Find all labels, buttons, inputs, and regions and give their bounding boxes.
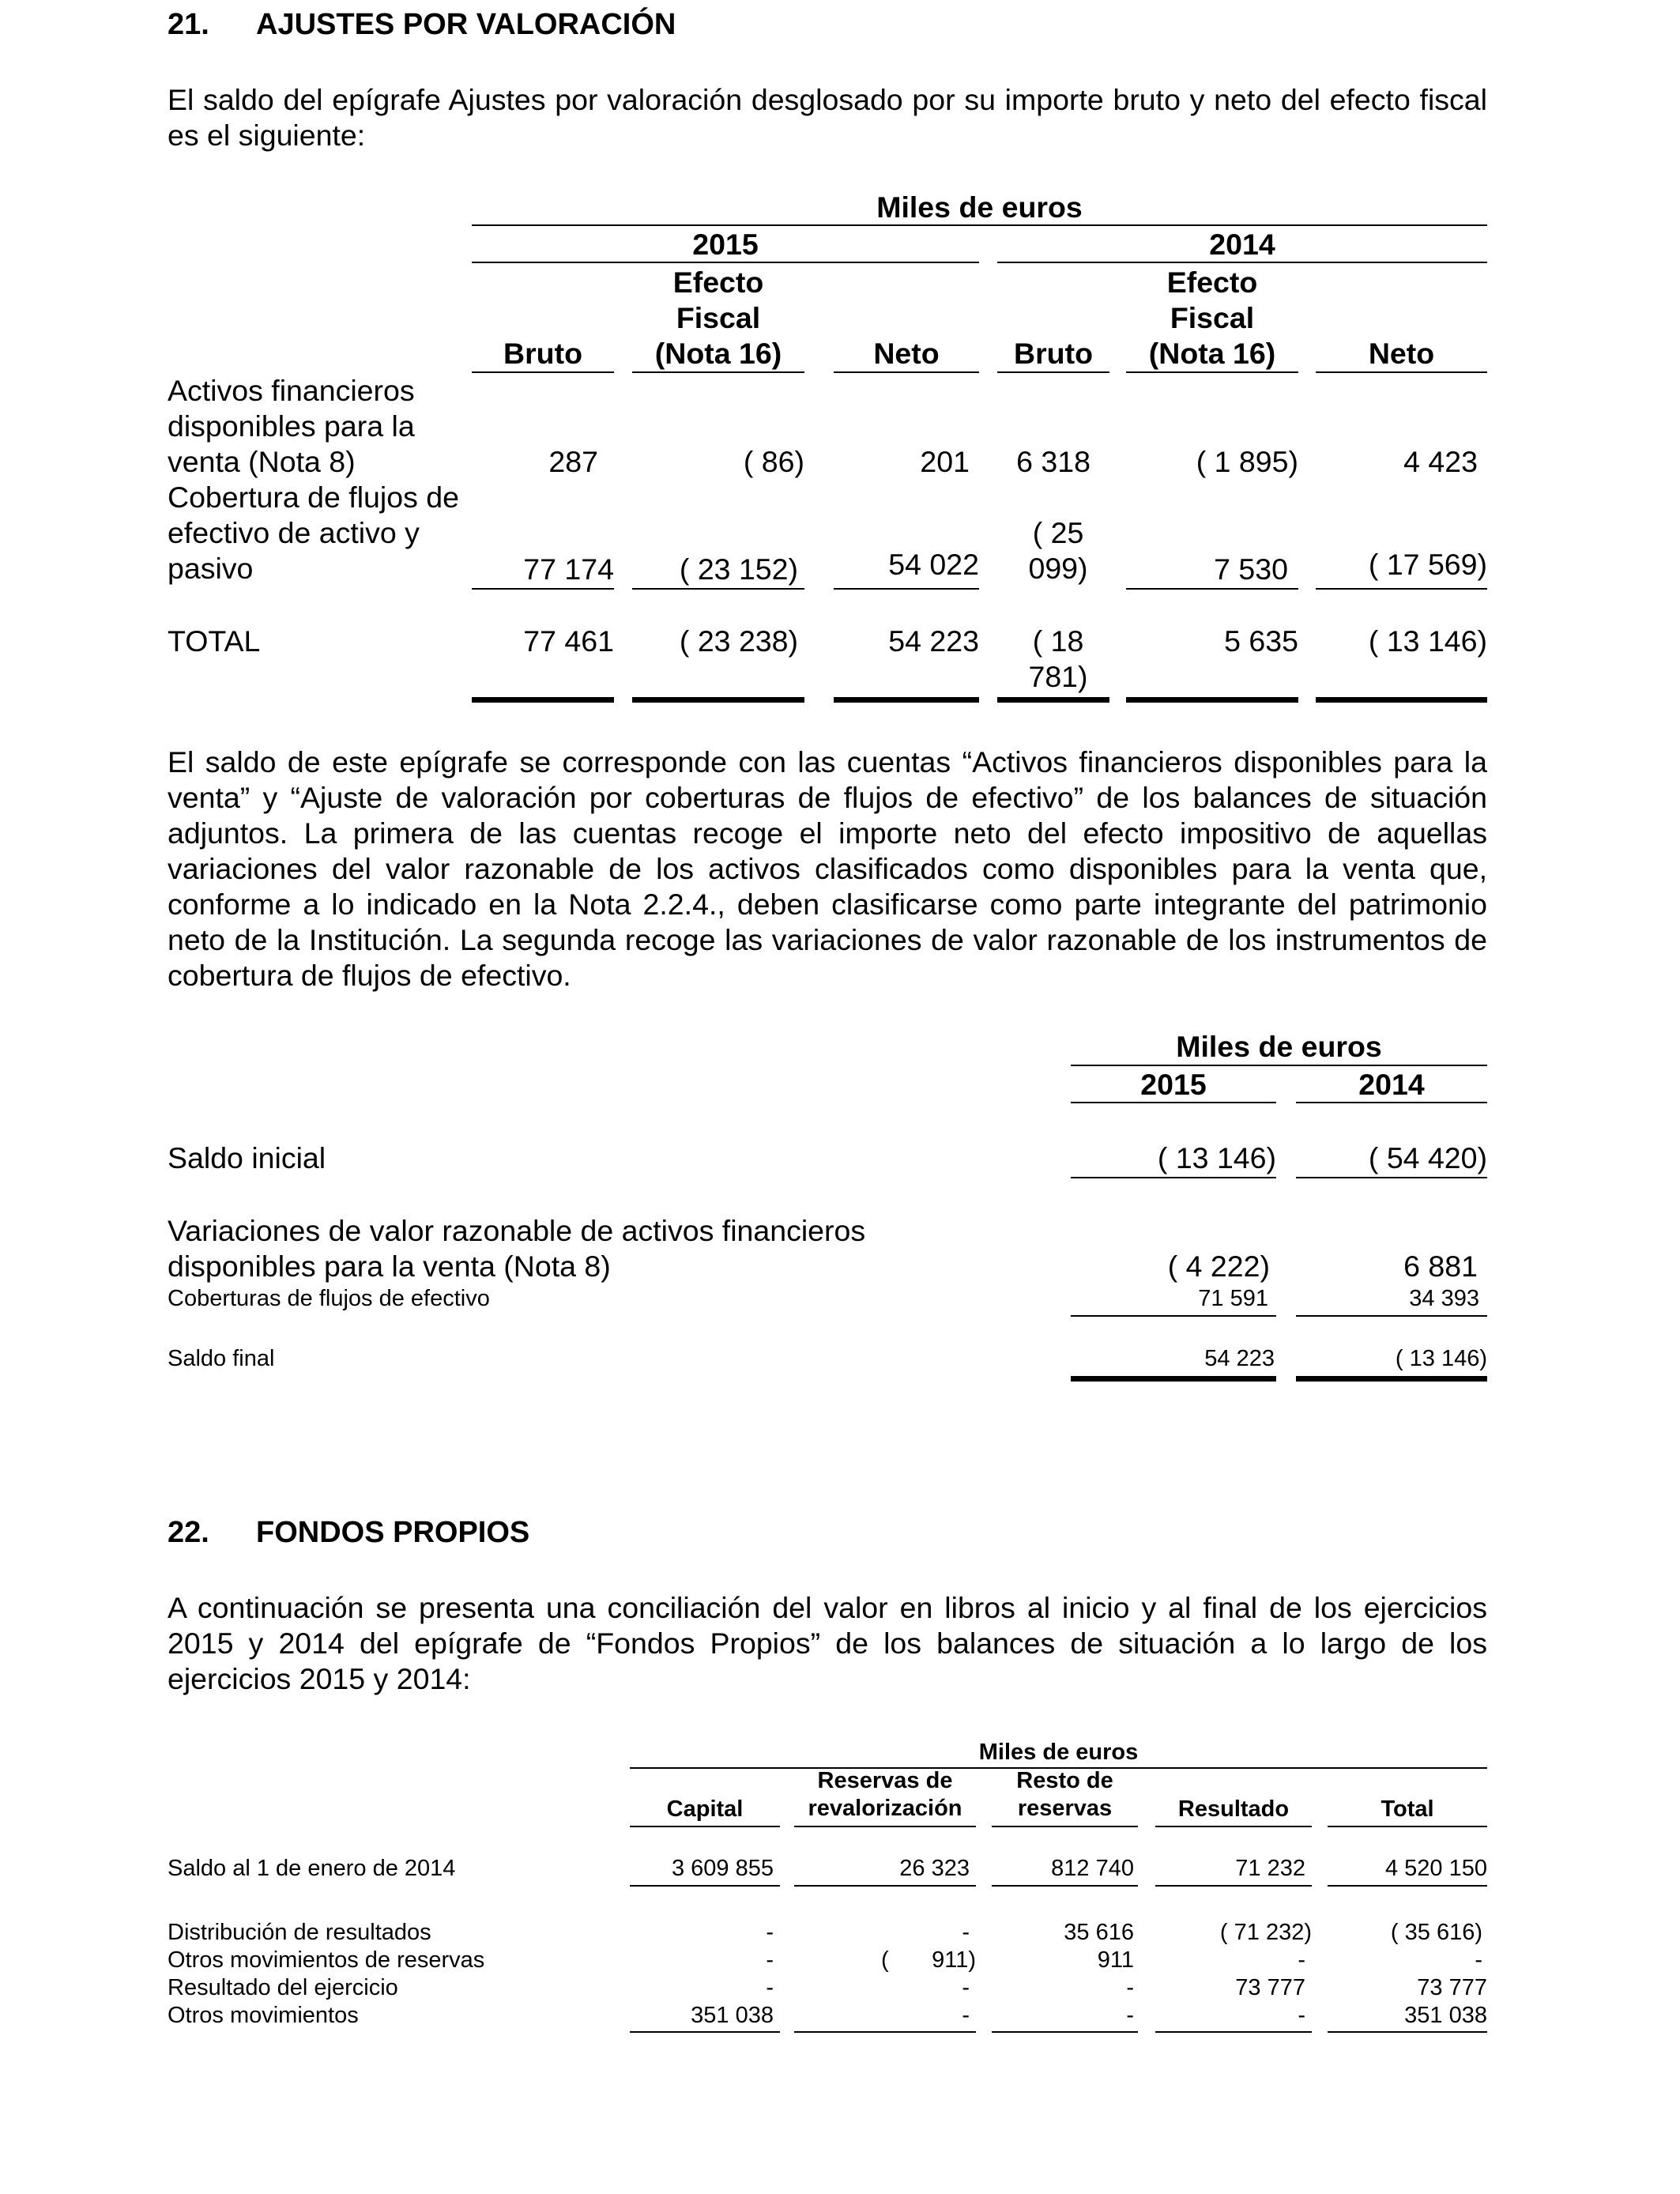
section-22-heading	[168, 1516, 800, 1555]
cell-value: 34 393	[1409, 1286, 1479, 1311]
cell-value-paren: (	[881, 1947, 889, 1973]
row-label: Resultado del ejercicio	[168, 1975, 398, 2000]
cell-value: -	[1126, 1975, 1134, 2000]
cell-value: -	[1298, 1947, 1305, 1973]
col-reservas-revalorizacion: Reservas de revalorización	[808, 1768, 962, 1821]
row-label: Otros movimientos	[168, 2003, 359, 2028]
cell-value: ( 13 146)	[1157, 1141, 1276, 1174]
cell-value: 54 223	[1204, 1346, 1275, 1371]
cell-value: ( 17 569)	[1368, 548, 1487, 581]
cell-value: 6 881	[1403, 1250, 1478, 1283]
cell-value: 3 609 855	[671, 1856, 774, 1881]
col-bruto-2014: Bruto	[1014, 337, 1093, 370]
section-21-explanation: El saldo de este epígrafe se corresponde con las cuentas “Activos financieros disponibles para la venta” y “Ajuste de valoración por coberturas de flujos de efectivo” de los balances de situación adjuntos. La primera de las cuentas recoge el importe neto del efecto impositivo de aquellas variaciones del valor razonable de los activos clasificados como disponibles para la venta que, conforme a lo indicado en la Nota 2.2.4., deben clasificarse como parte integrante del patrimonio neto de la Institución. La segunda recoge las variaciones de valor razonable de los instrumentos de cobertura de flujos de efectivo.	[168, 745, 1487, 992]
cell-value: -	[962, 1920, 970, 1945]
year-2015-header: 2015	[1140, 1068, 1207, 1101]
cell-value: -	[1475, 1947, 1482, 1973]
section-title: AJUSTES POR VALORACIÓN	[256, 8, 676, 41]
cell-value: 351 038	[691, 2003, 774, 2028]
cell-value: 71 232	[1235, 1856, 1305, 1881]
section-title: FONDOS PROPIOS	[256, 1516, 530, 1549]
cell-value: -	[962, 2003, 970, 2028]
cell-value-wrapped: ( 25 099)	[1028, 516, 1088, 585]
row-label: Saldo final	[168, 1346, 275, 1371]
row-label: Variaciones de valor razonable de activos financieros disponibles para la venta (Nota 8)	[168, 1214, 866, 1283]
cell-value: ( 4 222)	[1167, 1250, 1270, 1283]
row-label: Activos financieros disponibles para la venta (Nota 8)	[168, 374, 415, 478]
col-neto-2014: Neto	[1368, 337, 1435, 370]
cell-value: 201	[920, 445, 970, 478]
cell-value: 7 530	[1214, 552, 1288, 586]
year-2015-header: 2015	[692, 228, 759, 261]
col-efecto-fiscal-2014: Efecto Fiscal (Nota 16)	[1148, 266, 1276, 370]
cell-value: -	[766, 1920, 774, 1945]
section-number: 22.	[168, 1516, 209, 1549]
row-label: Distribución de resultados	[168, 1920, 431, 1945]
section-22-intro: A continuación se presenta una conciliación del valor en libros al inicio y al final de los ejercicios 2015 y 2014 del epígrafe de “Fondos Propios” de los balances de situación a lo largo de los ejercicios 2015 y 2014:	[168, 1591, 1487, 1695]
unit-header: Miles de euros	[1176, 1030, 1382, 1063]
cell-value: -	[766, 1975, 774, 2000]
cell-value: -	[766, 1947, 774, 1973]
row-label: TOTAL	[168, 624, 261, 658]
col-resto-reservas: Resto de reservas	[1016, 1768, 1113, 1821]
unit-header: Miles de euros	[876, 190, 1083, 224]
cell-value: 73 777	[1417, 1975, 1487, 2000]
cell-value: 911	[1097, 1947, 1134, 1973]
row-label: Cobertura de flujos de efectivo de activo y pasivo	[168, 481, 459, 585]
cell-value: 4 520 150	[1384, 1856, 1487, 1881]
cell-value: 4 423	[1403, 445, 1478, 478]
row-label: Coberturas de flujos de efectivo	[168, 1286, 490, 1311]
col-resultado: Resultado	[1177, 1796, 1290, 1822]
year-2014-header: 2014	[1358, 1068, 1425, 1101]
col-efecto-fiscal-2015: Efecto Fiscal (Nota 16)	[654, 266, 782, 370]
cell-value: -	[1126, 2003, 1134, 2028]
section-21-heading	[168, 8, 800, 47]
cell-value: -	[962, 1975, 970, 2000]
col-capital: Capital	[666, 1796, 744, 1822]
year-2014-header: 2014	[1209, 228, 1275, 261]
cell-value: 77 461	[523, 624, 614, 658]
cell-value: ( 71 232)	[1219, 1920, 1312, 1945]
cell-value: 287	[548, 445, 598, 478]
cell-value: 911)	[932, 1947, 976, 1973]
cell-value: -	[1298, 2003, 1305, 2028]
cell-value: ( 13 146)	[1368, 624, 1487, 658]
section-number: 21.	[168, 8, 209, 41]
cell-value: 35 616	[1064, 1920, 1134, 1945]
row-label: Otros movimientos de reservas	[168, 1947, 485, 1973]
cell-value: ( 23 152)	[679, 552, 798, 586]
row-label: Saldo inicial	[168, 1141, 326, 1174]
cell-value: 812 740	[1051, 1856, 1134, 1881]
cell-value: 6 318	[1016, 445, 1090, 478]
cell-value: ( 35 616)	[1390, 1920, 1482, 1945]
col-total: Total	[1381, 1796, 1434, 1822]
section-21-intro: El saldo del epígrafe Ajustes por valoración desglosado por su importe bruto y neto del efecto fiscal es el siguiente:	[168, 83, 1487, 152]
cell-value: ( 1 895)	[1196, 445, 1298, 478]
cell-value: 77 174	[523, 552, 614, 586]
cell-value: 54 223	[888, 624, 979, 658]
cell-value: 73 777	[1235, 1975, 1305, 2000]
cell-value: 71 591	[1198, 1286, 1268, 1311]
cell-value: 351 038	[1404, 2003, 1487, 2028]
cell-value: ( 86)	[743, 445, 804, 478]
row-label: Saldo al 1 de enero de 2014	[168, 1856, 456, 1881]
cell-value: ( 23 238)	[679, 624, 798, 658]
cell-value-wrapped: ( 18 781)	[1028, 624, 1088, 693]
cell-value: 54 022	[888, 548, 979, 581]
cell-value: ( 54 420)	[1368, 1141, 1487, 1174]
col-neto-2015: Neto	[873, 337, 940, 370]
unit-header: Miles de euros	[978, 1740, 1139, 1765]
cell-value: ( 13 146)	[1395, 1346, 1487, 1371]
cell-value: 5 635	[1224, 624, 1298, 658]
col-bruto-2015: Bruto	[503, 337, 582, 370]
cell-value: 26 323	[899, 1856, 970, 1881]
